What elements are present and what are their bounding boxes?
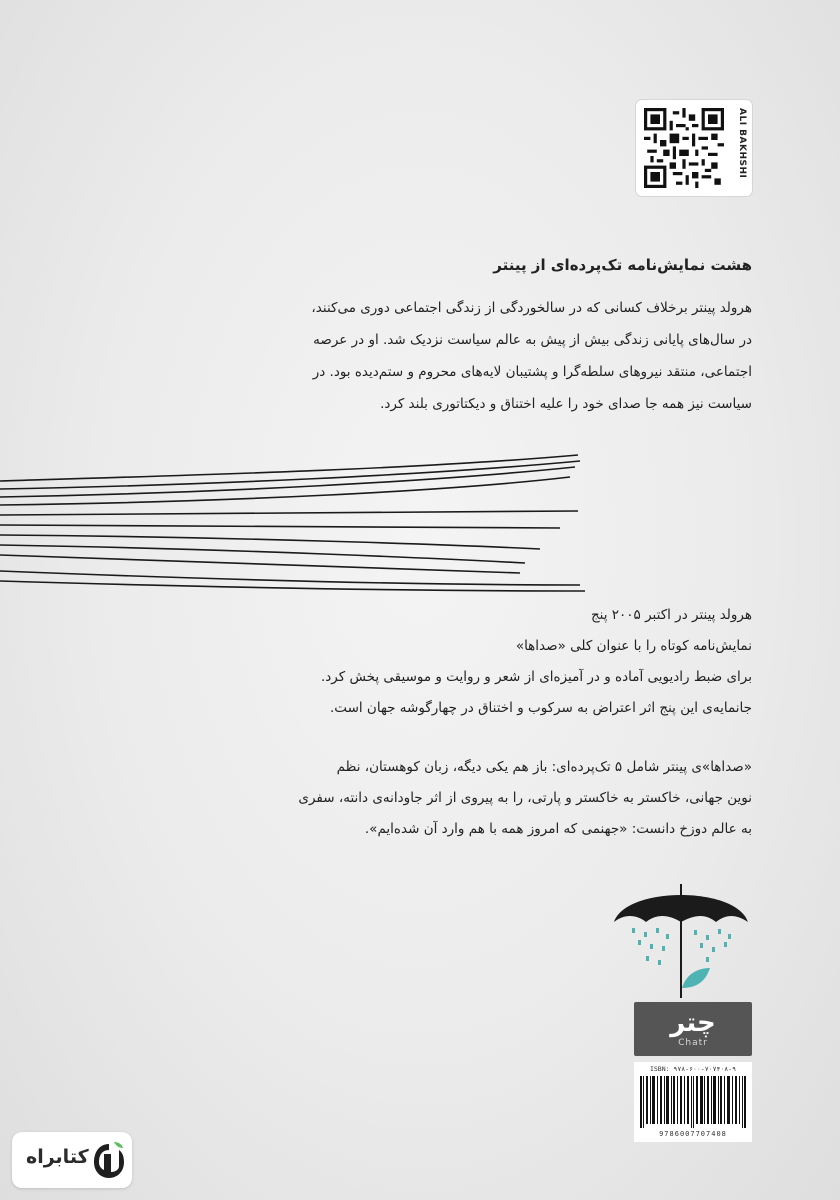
isbn-barcode xyxy=(634,1062,752,1142)
paragraph-1-line: اجتماعی، منتقد نیروهای سلطه‌گرا و پشتیبان لایه‌های محروم و ستم‌دیده بود. در xyxy=(312,364,752,380)
paragraph-3-line: به عالم دوزخ دانست: «جهنمی که امروز همه با هم وارد آن شده‌ایم». xyxy=(364,821,752,837)
isbn-number: 9786007707408 xyxy=(659,1130,727,1138)
paragraph-2 xyxy=(87,600,752,724)
publisher-name: چتر xyxy=(670,1008,716,1038)
publisher-latin-name: Chatr xyxy=(678,1038,708,1048)
barcode-icon xyxy=(640,1076,746,1128)
paragraph-3 xyxy=(87,752,752,845)
paragraph-1-line: در سال‌های پایانی زندگی بیش از پیش به عالم سیاست نزدیک شد. او در عرصه xyxy=(313,332,752,348)
paragraph-3-line: نوین جهانی، خاکستر به خاکستر و پارتی، را به پیروی از اثر جاودانه‌ی دانته، سفری xyxy=(298,790,752,806)
paragraph-3-line: «صداها»ی پینتر شامل ۵ تک‌پرده‌ای: باز هم یکی دیگه، زبان کوهستان، نظم xyxy=(336,759,752,775)
paragraph-2-line: جانمایه‌ی این پنج اثر اعتراض به سرکوب و اختناق در چهارگوشه جهان است. xyxy=(330,700,752,716)
paragraph-1-line: هرولد پینتر برخلاف کسانی که در سالخوردگی از زندگی اجتماعی دوری می‌کنند، xyxy=(311,300,752,316)
paragraph-2-line: برای ضبط رادیویی آماده و در آمیزه‌ای از شعر و روایت و موسیقی پخش کرد. xyxy=(320,669,752,685)
decorative-lines xyxy=(0,445,600,595)
paragraph-2-line: نمایش‌نامه کوتاه را با عنوان کلی «صداها» xyxy=(515,638,752,654)
paragraph-1-line: سیاست نیز همه جا صدای خود را علیه اختناق و دیکتاتوری بلند کرد. xyxy=(380,396,752,412)
qr-caption: ALI BAKHSHI xyxy=(737,108,747,179)
paragraph-2-line: هرولد پینتر در اکتبر ۲۰۰۵ پنج xyxy=(590,607,752,623)
back-cover-title: هشت نمایش‌نامه تک‌پرده‌ای از پینتر xyxy=(493,256,752,274)
ketabrah-logo-icon xyxy=(92,1140,126,1180)
watermark-badge xyxy=(12,1132,132,1188)
watermark-text: کتابراه xyxy=(26,1146,89,1168)
umbrella-logo-icon xyxy=(606,880,756,1002)
paragraph-1 xyxy=(87,292,752,420)
isbn-label: ISBN: ۹۷۸-۶۰۰-۷۰۷۴۰۸-۹ xyxy=(649,1065,737,1073)
publisher-logo xyxy=(634,1002,752,1056)
qr-code-icon xyxy=(644,108,724,188)
